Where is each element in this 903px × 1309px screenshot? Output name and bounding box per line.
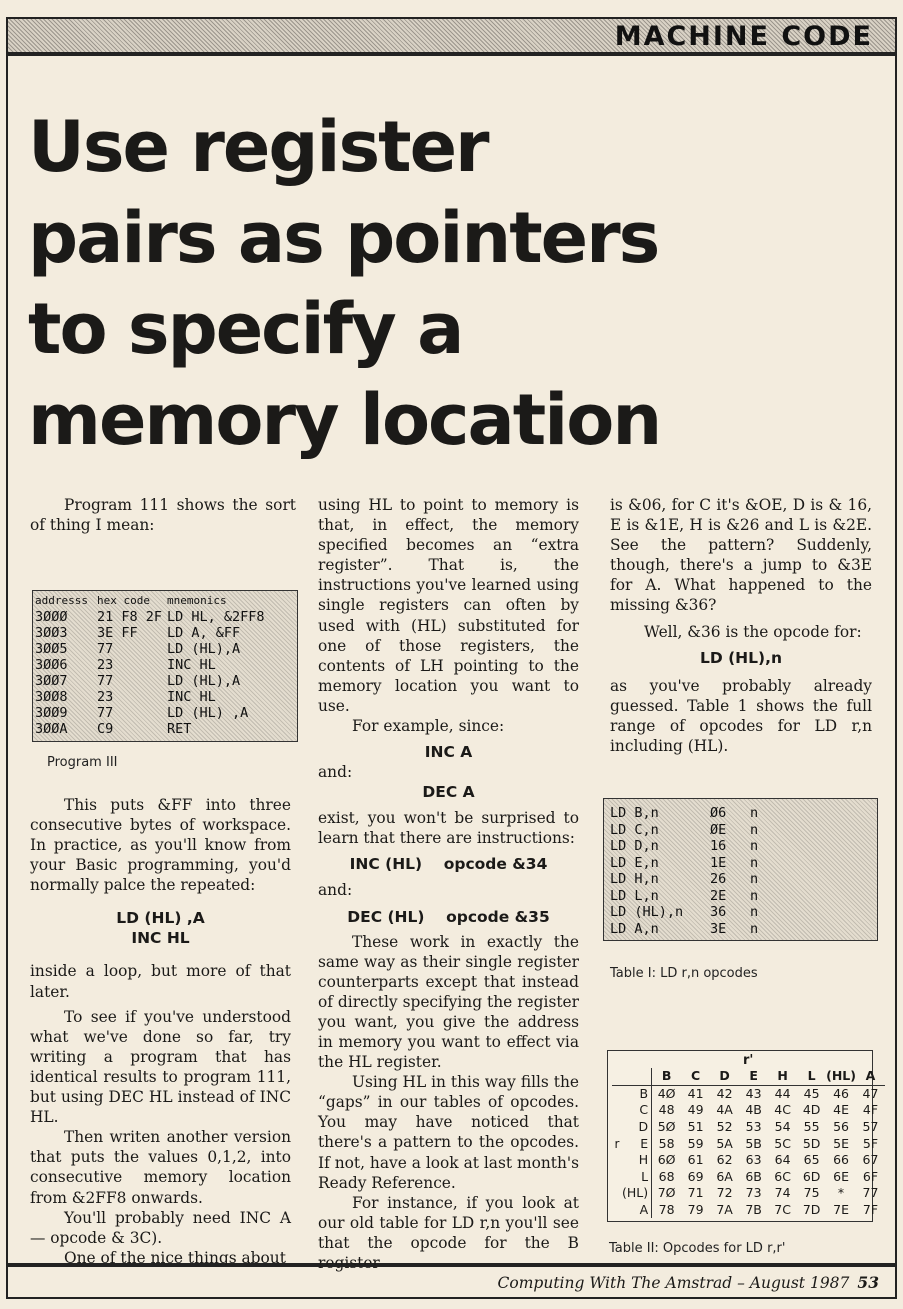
table-2-cell: 45: [803, 1085, 820, 1101]
table-1-opcode: 2E: [710, 887, 727, 904]
table-2-column-header: L: [797, 1068, 826, 1085]
table-2-cell: 67: [862, 1152, 879, 1168]
table-2-cell: 5F: [862, 1135, 879, 1151]
table-1-operand: n: [750, 887, 759, 904]
table-2-row: [612, 1085, 885, 1102]
table-2-cell: 5E: [833, 1135, 849, 1151]
listing-address: 3ØØ3: [35, 625, 68, 641]
listing-header-cell: hex code: [97, 594, 150, 607]
table-2-cell: 6A: [716, 1168, 733, 1184]
listing-address: 3ØØ8: [35, 689, 68, 705]
table-1-opcode: Ø6: [710, 805, 727, 821]
table-2-corner: [612, 1068, 622, 1085]
publication-name: Computing With The Amstrad – August 1987: [497, 1274, 850, 1292]
listing-hex: 3E FF: [97, 625, 138, 641]
listing-mnemonic: LD (HL),A: [167, 641, 241, 657]
table-2-cell: 68: [658, 1168, 675, 1184]
table-1-row: [610, 805, 877, 822]
table-2-cell: 5C: [774, 1135, 791, 1151]
listing-address: 3ØØ5: [35, 641, 68, 657]
table-1-instruction: LD (HL),n: [610, 904, 684, 920]
opcode-table-1: [603, 798, 878, 941]
table-2-row: [612, 1135, 885, 1152]
table-2-row: [612, 1185, 885, 1202]
paragraph: and:: [318, 881, 353, 900]
table-1-row: [610, 888, 877, 905]
table-1-operand: n: [750, 838, 759, 854]
listing-hex: 77: [97, 641, 114, 657]
listing-header-cell: addresss: [35, 594, 88, 607]
table-2-row: [612, 1169, 885, 1186]
code-line: INC A: [424, 743, 473, 762]
code-line: DEC A: [422, 783, 475, 802]
table-2-spacer: [612, 1185, 622, 1202]
code-line: LD (HL),n: [699, 648, 783, 667]
table-2-cell: 7B: [745, 1202, 762, 1218]
table-1-operand: n: [750, 821, 759, 838]
table-1-row: [610, 871, 877, 888]
table-1-opcode: 3E: [710, 920, 727, 937]
listing-mnemonic: INC HL: [167, 689, 216, 705]
code-line: LD (HL) ,A: [116, 909, 205, 928]
table-1-row: [610, 904, 877, 921]
table-2-cell: 62: [716, 1152, 733, 1168]
table-2-cell: 6C: [774, 1168, 791, 1184]
paragraph: using HL to point to memory is that, in effect, the memory specified becomes an “extra register”. That is, the instructions you've learned using single registers can often by used with (HL) substituted for one of those registers, the contents of LH pointing to the memory location you want to use.: [318, 496, 579, 715]
headline-line: Use register: [28, 106, 488, 188]
table-2-cell: 4F: [862, 1102, 879, 1118]
listing-hex: 23: [97, 689, 114, 705]
listing-address: 3ØØ9: [35, 705, 68, 721]
table-2-spacer: [612, 1169, 622, 1186]
listing-address: 3ØØ6: [35, 657, 68, 673]
code-line: DEC (HL) opcode &35: [347, 907, 550, 926]
table-2-column-header: A: [856, 1068, 885, 1085]
listing-mnemonic: LD (HL) ,A: [167, 705, 249, 721]
table-2-row-header: E: [622, 1135, 652, 1152]
table-2-cell: 59: [687, 1135, 704, 1151]
table-2-cell: 75: [803, 1185, 820, 1201]
column-3: [610, 495, 872, 756]
table-2-row-axis: r: [614, 1136, 620, 1151]
table-2-spacer: [612, 1085, 622, 1102]
paragraph: Then writen another version that puts the values 0,1,2, into consecutive memory location from &2FF8 onwards.: [30, 1128, 291, 1207]
table-2-row-header: D: [622, 1119, 652, 1136]
headline-line: pairs as pointers: [28, 197, 659, 279]
listing-address: 3ØØA: [35, 721, 68, 737]
table-2-cell: 52: [716, 1119, 733, 1135]
table-2-cell: 51: [687, 1119, 704, 1135]
table-2-cell: 4B: [745, 1102, 762, 1118]
table-2-spacer: [612, 1202, 622, 1219]
table-2-row-header: C: [622, 1102, 652, 1119]
table-2-cell: *: [837, 1185, 845, 1201]
table-2-cell: 47: [862, 1085, 879, 1101]
table-1-row: [610, 838, 877, 855]
page-footer: [6, 1265, 897, 1299]
table-2-column-header: (HL): [826, 1068, 856, 1084]
table-2-cell: 6B: [745, 1168, 762, 1184]
table-2-row-header: H: [622, 1152, 652, 1169]
listing-mnemonic: INC HL: [167, 657, 216, 673]
listing-row: [35, 641, 297, 657]
page-number: 53: [857, 1273, 879, 1292]
table-1-instruction: LD B,n: [610, 805, 659, 821]
program-listing: [32, 590, 298, 742]
paragraph: Program 111 shows the sort of thing I mean:: [30, 496, 296, 535]
listing-hex: 21 F8 2F: [97, 609, 163, 625]
table-1-opcode: 16: [710, 838, 727, 854]
listing-hex: C9: [97, 721, 114, 737]
table-1-operand: n: [750, 871, 759, 887]
listing-hex: 77: [97, 705, 114, 721]
table-2-cell: 74: [774, 1185, 791, 1201]
table-2-cell: 71: [687, 1185, 704, 1201]
table-1-opcode: 1E: [710, 854, 727, 871]
table-2-row: [612, 1119, 885, 1136]
table-2-cell: 6E: [833, 1168, 849, 1184]
code-line: INC (HL) opcode &34: [349, 855, 548, 874]
table-1-opcode: 26: [710, 871, 727, 887]
paragraph: is &06, for C it's &OE, D is & 16, E is &1E, H is &26 and L is &2E. See the pattern? Suddenly, though, there's a jump to &3E for A. What happened to the missing &36?: [610, 496, 872, 615]
listing-mnemonic: LD (HL),A: [167, 673, 241, 689]
headline-line: to specify a: [28, 288, 463, 370]
table-2-row: [612, 1152, 885, 1169]
table-1-instruction: LD E,n: [610, 854, 659, 871]
table-1-row: [610, 921, 877, 938]
paragraph: exist, you won't be surprised to learn that there are instructions:: [318, 809, 579, 848]
paragraph: For example, since:: [352, 717, 505, 736]
table-2-corner: [622, 1068, 652, 1085]
table-2-column-header: C: [681, 1068, 710, 1085]
table-2-cell: 66: [833, 1152, 849, 1168]
table-2-cell: 56: [833, 1119, 849, 1135]
listing-mnemonic: LD HL, &2FF8: [167, 609, 265, 625]
table-2-row: [612, 1102, 885, 1119]
table-2-row-header: L: [622, 1169, 652, 1186]
table-2-cell: 6D: [802, 1168, 821, 1184]
table-2-spacer: [612, 1152, 622, 1169]
article-headline: [28, 102, 728, 466]
table-2-cell: 4A: [716, 1102, 733, 1118]
code-line: INC HL: [131, 929, 190, 948]
listing-row: [35, 625, 297, 641]
paragraph: To see if you've understood what we've done so far, try writing a program that has identical results to program 111, but using DEC HL instead of INC HL.: [30, 1007, 291, 1127]
table-2-column-header: E: [739, 1068, 768, 1085]
table-1-caption: Table I: LD r,n opcodes: [610, 966, 758, 981]
table-2-cell: 64: [774, 1152, 791, 1168]
listing-address: 3ØØ7: [35, 673, 68, 689]
table-1-operand: n: [750, 854, 759, 871]
table-1-opcode: 36: [710, 904, 727, 920]
table-1-instruction: LD C,n: [610, 821, 659, 838]
table-2-cell: 7E: [833, 1202, 849, 1218]
table-2-cell: 43: [745, 1085, 762, 1101]
opcode-table-2: [612, 1068, 885, 1218]
listing-row: [35, 689, 297, 705]
listing-hex: 77: [97, 673, 114, 689]
table-2-caption: Table II: Opcodes for LD r,r': [609, 1241, 786, 1256]
table-2-cell: 5A: [716, 1135, 733, 1151]
paragraph: You'll probably need INC A — opcode & 3C).: [30, 1208, 291, 1247]
paragraph: and:: [318, 763, 353, 782]
table-1-instruction: LD D,n: [610, 838, 659, 854]
listing-mnemonic: LD A, &FF: [167, 625, 241, 641]
table-2-column-axis: r': [743, 1053, 754, 1068]
table-2-row: [612, 1202, 885, 1219]
column-2: [318, 495, 579, 1273]
table-1-instruction: LD A,n: [610, 920, 659, 937]
table-2-cell: 79: [687, 1202, 704, 1218]
table-2-cell: 41: [687, 1085, 704, 1101]
table-2-cell: 7C: [774, 1202, 791, 1218]
listing-mnemonic: RET: [167, 721, 192, 737]
table-1-opcode: ØE: [710, 821, 727, 838]
table-2-cell: 69: [687, 1168, 704, 1184]
column-1-top: [30, 495, 296, 535]
paragraph: These work in exactly the same way as their single register counterparts except that instead of directly specifying the register you want, you give the address in memory you want to effect via the HL register.: [318, 932, 579, 1072]
table-2-row-header: (HL): [622, 1185, 652, 1202]
table-2-spacer: [612, 1119, 622, 1136]
footer-text: [498, 1273, 879, 1292]
table-2-cell: 48: [658, 1102, 675, 1118]
table-2-cell: 7D: [802, 1202, 821, 1218]
table-2-row-header: B: [622, 1085, 652, 1102]
paragraph: One of the nice things about: [64, 1248, 286, 1267]
table-1-row: [610, 822, 877, 839]
table-2-cell: 4E: [833, 1102, 849, 1118]
section-banner: [6, 17, 897, 54]
table-2-column-header: H: [768, 1068, 797, 1085]
table-2-column-header: B: [652, 1068, 682, 1085]
table-2-cell: 58: [658, 1135, 675, 1151]
table-2-cell: 6F: [862, 1168, 879, 1184]
table-2-cell: 63: [745, 1152, 762, 1168]
paragraph: For instance, if you look at our old table for LD r,n you'll see that the opcode for the B register: [318, 1193, 579, 1272]
table-1-operand: n: [750, 920, 759, 937]
table-2-cell: 61: [687, 1152, 704, 1168]
table-2-cell: 77: [862, 1185, 879, 1201]
table-2-cell: 4C: [774, 1102, 791, 1118]
table-1-row: [610, 855, 877, 872]
listing-row: [35, 705, 297, 721]
paragraph: This puts &FF into three consecutive bytes of workspace. In practice, as you'll know from your Basic programming, you'd normally palce the repeated:: [30, 796, 291, 895]
table-2-cell: 55: [803, 1119, 820, 1135]
table-2-cell: 42: [716, 1085, 733, 1101]
headline-line: memory location: [28, 379, 661, 461]
table-2-header-row: [612, 1068, 885, 1085]
table-2-column-header: D: [710, 1068, 739, 1085]
paragraph: Well, &36 is the opcode for:: [644, 622, 862, 641]
table-2-cell: 49: [687, 1102, 704, 1118]
listing-row: [35, 657, 297, 673]
table-2-cell: 4Ø: [657, 1085, 676, 1101]
table-2-cell: 7F: [862, 1202, 879, 1218]
table-2-cell: 5D: [802, 1135, 821, 1151]
table-2-cell: 4D: [802, 1102, 821, 1118]
table-2-row-header: A: [622, 1202, 652, 1219]
paragraph: inside a loop, but more of that later.: [30, 962, 291, 1001]
table-2-cell: 5Ø: [657, 1119, 676, 1135]
table-2-cell: 65: [803, 1152, 820, 1168]
table-2-spacer: [612, 1102, 622, 1119]
table-1-instruction: LD L,n: [610, 887, 659, 904]
table-2-cell: 57: [862, 1119, 879, 1135]
program-caption: Program III: [47, 755, 118, 770]
table-1-instruction: LD H,n: [610, 871, 659, 887]
paragraph: Using HL in this way fills the “gaps” in our tables of opcodes. You may have noticed that there's a pattern to the opcodes. If not, have a look at last month's Ready Reference.: [318, 1073, 579, 1192]
table-2-cell: 5B: [745, 1135, 762, 1151]
table-2-cell: 6Ø: [657, 1152, 676, 1168]
listing-hex: 23: [97, 657, 114, 673]
listing-header: [35, 593, 297, 609]
listing-address: 3ØØØ: [35, 609, 68, 625]
table-2-cell: 7Ø: [657, 1185, 676, 1201]
listing-header-cell: mnemonics: [167, 594, 227, 607]
listing-row: [35, 673, 297, 689]
table-2-cell: 46: [833, 1085, 849, 1101]
table-1-operand: n: [750, 805, 759, 821]
table-2-cell: 54: [774, 1119, 791, 1135]
listing-row: [35, 609, 297, 625]
section-label: MACHINE CODE: [614, 21, 873, 52]
table-2-cell: 78: [658, 1202, 675, 1218]
column-1-body: [30, 795, 291, 1268]
table-2-cell: 44: [774, 1085, 791, 1101]
paragraph: as you've probably already guessed. Table 1 shows the full range of opcodes for LD r,n including (HL).: [610, 676, 872, 755]
table-2-cell: 53: [745, 1119, 762, 1135]
table-2-cell: 72: [716, 1185, 733, 1201]
table-2-cell: 7A: [716, 1202, 733, 1218]
table-2-cell: 73: [745, 1185, 762, 1201]
table-1-operand: n: [750, 904, 759, 920]
listing-row: [35, 721, 297, 737]
